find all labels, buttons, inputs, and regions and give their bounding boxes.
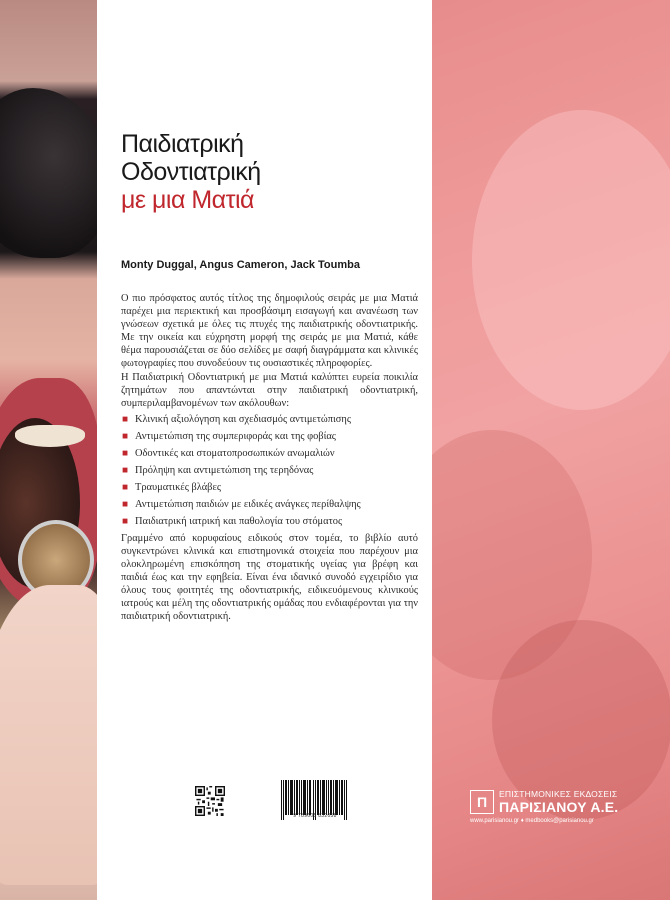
dental-photo-left	[0, 0, 97, 900]
photo-highlight	[472, 110, 670, 410]
list-item-text: Αντιμετώπιση παιδιών με ειδικές ανάγκες περίθαλψης	[135, 498, 361, 510]
square-bullet-icon: ■	[122, 464, 129, 476]
list-item-text: Κλινική αξιολόγηση και σχεδιασμός αντιμετώπισης	[135, 413, 351, 425]
publisher-tagline: ΕΠΙΣΤΗΜΟΝΙΚΕΣ ΕΚΔΟΣΕΙΣ	[499, 789, 618, 799]
teeth	[15, 425, 85, 447]
square-bullet-icon: ■	[122, 498, 129, 510]
list-item	[121, 462, 418, 479]
protective-glasses	[0, 88, 97, 258]
square-bullet-icon: ■	[122, 413, 129, 425]
description-paragraph-2: Η Παιδιατρική Οδοντιατρική με μια Ματιά καλύπτει ευρεία ποικιλία ζητημάτων που απαντώνται στην παιδιατρική οδοντιατρική, συμπεριλαμβανομένων των ακόλουθων:	[121, 371, 418, 409]
publisher-name: ΠΑΡΙΣΙΑΝΟΥ Α.Ε.	[499, 799, 619, 815]
description	[121, 292, 418, 624]
list-item-text: Τραυματικές βλάβες	[135, 481, 221, 493]
gloved-hand	[0, 585, 97, 885]
list-item	[121, 513, 418, 530]
square-bullet-icon: ■	[122, 430, 129, 442]
topic-list	[121, 411, 418, 530]
square-bullet-icon: ■	[122, 447, 129, 459]
list-item	[121, 479, 418, 496]
qr-code-icon[interactable]	[195, 786, 225, 816]
title-line-1: Παιδιατρική	[121, 130, 244, 158]
publisher-contact: www.parisianou.gr ♦ medbooks@parisianou.gr	[470, 818, 594, 824]
list-item	[121, 496, 418, 513]
description-paragraph-1: Ο πιο πρόσφατος αυτός τίτλος της δημοφιλούς σειράς με μια Ματιά παρέχει μια περιεκτική και προσβάσιμη εισαγωγή και ανανέωση των γνώσεων σχετικά με όλες τις πτυχές της παιδιατρικής οδοντιατρικής. Με την οικεία και εύχρηστη μορφή της σειράς με μια Ματιά, κάθε θέμα παρουσιάζεται σε δύο σελίδες με σαφή διαγράμματα και κλινικές φωτογραφίες που συνοδεύουν τις ουσιαστικές πληροφορίες.	[121, 293, 418, 370]
square-bullet-icon: ■	[122, 515, 129, 527]
list-item-text: Αντιμετώπιση της συμπεριφοράς και της φοβίας	[135, 430, 336, 442]
list-item	[121, 428, 418, 445]
square-bullet-icon: ■	[122, 481, 129, 493]
list-item-text: Πρόληψη και αντιμετώπιση της τερηδόνας	[135, 464, 314, 476]
description-paragraph-3: Γραμμένο από κορυφαίους ειδικούς στον τομέα, το βιβλίο αυτό συγκεντρώνει κλινικά και επιστημονικά στοιχεία που παρέχουν μια ολοκληρωμένη επισκόπηση της στοματικής υγείας για βρέφη και παιδιά έως και την εφηβεία. Είναι ένα ιδανικό συνοδό εγχειρίδιο για όλους τους φοιτητές της οδοντιατρικής, ειδικευόμενους κλινικούς ιατρούς και μέλη της οδοντιατρικής ομάδας που ενδιαφέρονται για την παιδιατρική οδοντιατρική.	[121, 532, 418, 623]
pink-photo-right	[432, 0, 670, 900]
text-panel	[97, 0, 432, 900]
title-line-3: με μια Ματιά	[121, 186, 255, 214]
book-title	[121, 130, 261, 214]
isbn-number: 9 789605 832058	[293, 813, 337, 819]
list-item-text: Οδοντικές και στοματοπροσωπικών ανωμαλιών	[135, 447, 335, 459]
title-line-2: Οδοντιατρική	[121, 158, 261, 186]
publisher-logo-icon: Π	[470, 790, 494, 814]
list-item	[121, 445, 418, 462]
authors: Monty Duggal, Angus Cameron, Jack Toumba	[121, 259, 360, 271]
list-item	[121, 411, 418, 428]
list-item-text: Παιδιατρική ιατρική και παθολογία του στόματος	[135, 515, 343, 527]
